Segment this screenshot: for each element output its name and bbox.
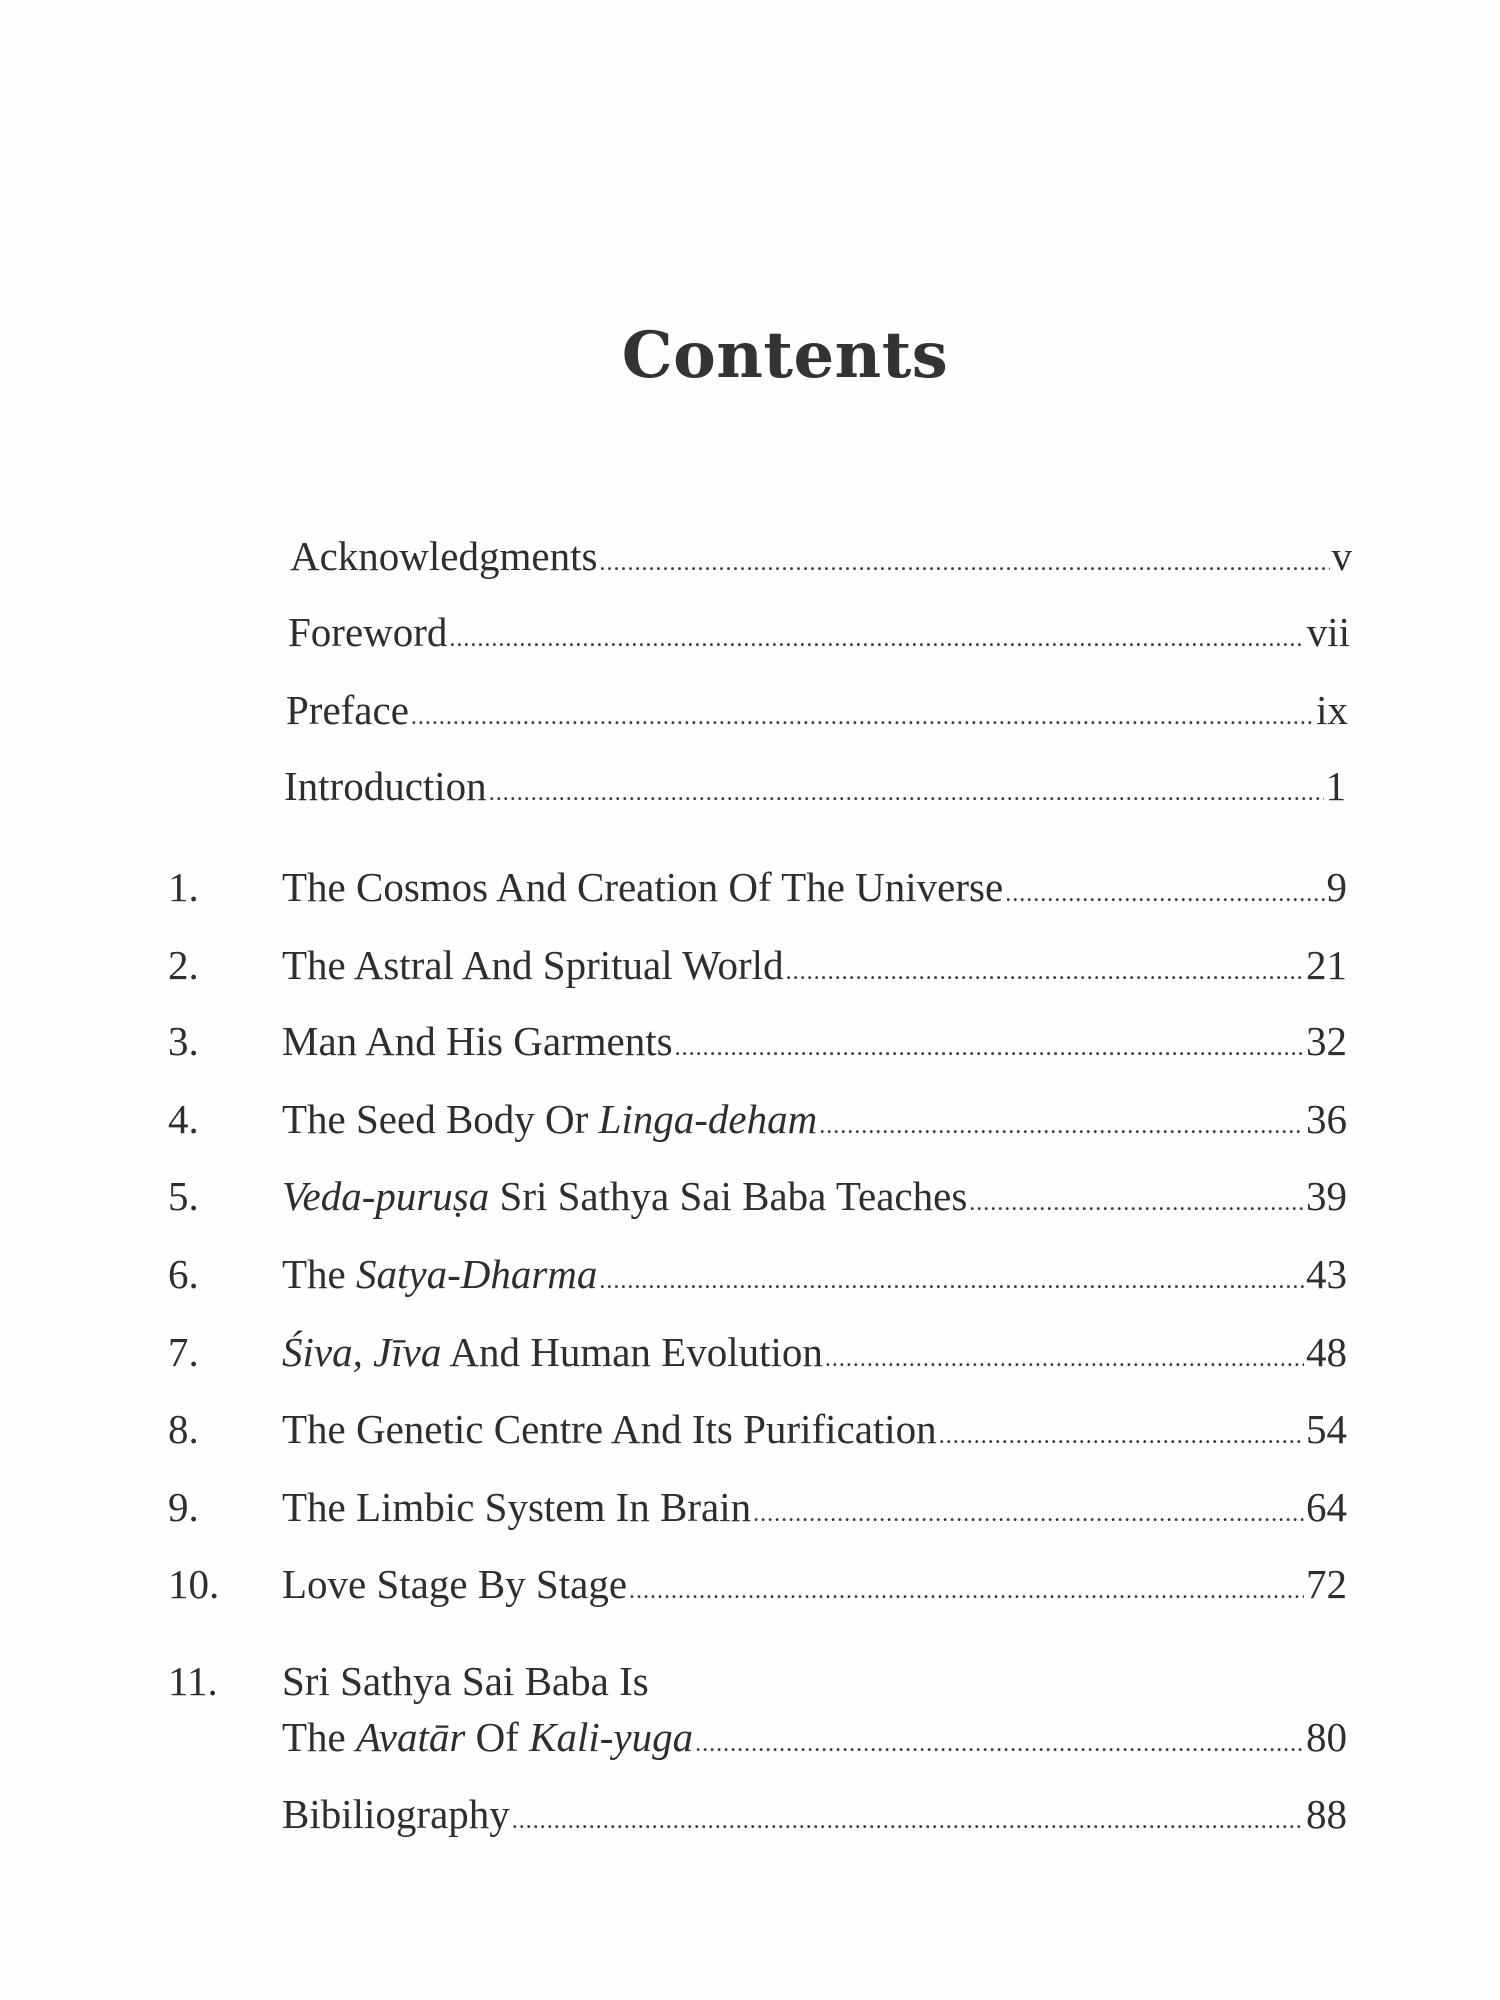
toc-page-number: 43	[1306, 1251, 1347, 1297]
italic-term: Veda-puruṣa	[282, 1173, 490, 1219]
toc-entry-line	[282, 1250, 1347, 1298]
leader-dots	[629, 1578, 1304, 1605]
leader-dots	[599, 550, 1329, 577]
leader-dots	[449, 626, 1304, 653]
leader-dots	[599, 1268, 1304, 1295]
toc-entry-title: The Astral And Spritual World	[282, 942, 784, 988]
toc-entry-title: The Satya-Dharma	[282, 1251, 598, 1297]
leader-dots	[819, 1113, 1304, 1140]
toc-page-number: 9	[1326, 864, 1347, 910]
italic-term: Satya-Dharma	[356, 1251, 598, 1297]
toc-entry-title: Man And His Garments	[282, 1018, 673, 1064]
toc-entry-title-first-line: Sri Sathya Sai Baba Is	[282, 1658, 649, 1704]
chapter-number: 7.	[168, 1329, 199, 1375]
leader-dots	[969, 1190, 1304, 1217]
toc-entry-title: Bibiliography	[282, 1791, 510, 1837]
page-title: Contents	[621, 318, 949, 393]
toc-page-number: 48	[1306, 1329, 1347, 1375]
toc-entry-line	[282, 1172, 1347, 1220]
toc-page-number: 1	[1325, 763, 1346, 809]
toc-entry-line	[282, 1017, 1347, 1065]
leader-dots	[675, 1035, 1304, 1062]
chapter-number: 8.	[168, 1406, 199, 1452]
italic-term: Kali-yuga	[529, 1714, 694, 1760]
toc-entry-title: The Seed Body Or Linga-deham	[282, 1096, 818, 1142]
toc-page-number: 32	[1306, 1018, 1347, 1064]
toc-page-number: 80	[1306, 1714, 1347, 1760]
toc-entry-line	[282, 863, 1347, 911]
chapter-number: 6.	[168, 1251, 199, 1297]
toc-entry-title: The Genetic Centre And Its Purification	[282, 1406, 937, 1452]
toc-entry-title: The Avatār Of Kali-yuga	[282, 1714, 694, 1760]
toc-entry-line	[282, 1560, 1347, 1608]
chapter-number: 9.	[168, 1484, 199, 1530]
toc-page-number: 64	[1306, 1484, 1347, 1530]
chapter-number: 3.	[168, 1018, 199, 1064]
toc-entry-title: Love Stage By Stage	[282, 1561, 628, 1607]
toc-entry-line	[290, 532, 1352, 580]
leader-dots	[753, 1501, 1304, 1528]
toc-entry-line	[284, 762, 1346, 810]
toc-entry-title: Veda-puruṣa Sri Sathya Sai Baba Teaches	[282, 1173, 968, 1219]
toc-page-number: 54	[1306, 1406, 1347, 1452]
toc-entry-title: The Cosmos And Creation Of The Universe	[282, 864, 1004, 910]
leader-dots	[939, 1423, 1304, 1450]
chapter-number: 4.	[168, 1096, 199, 1142]
toc-page-number: v	[1331, 533, 1352, 579]
toc-entry-title: Śiva, Jīva And Human Evolution	[282, 1329, 823, 1375]
toc-entry-line	[282, 1483, 1347, 1531]
leader-dots	[786, 959, 1304, 986]
toc-entry-title: Introduction	[284, 763, 487, 809]
italic-term: Linga-deham	[598, 1096, 818, 1142]
chapter-number: 2.	[168, 942, 199, 988]
toc-entry-line	[282, 1328, 1347, 1376]
chapter-number: 5.	[168, 1173, 199, 1219]
leader-dots	[489, 780, 1324, 807]
toc-page-number: 88	[1306, 1791, 1347, 1837]
toc-entry-line	[288, 608, 1350, 656]
toc-page-number: 39	[1306, 1173, 1347, 1219]
leader-dots	[1005, 881, 1324, 908]
chapter-number: 1.	[168, 864, 199, 910]
toc-entry-line	[286, 686, 1348, 734]
chapter-number: 10.	[168, 1561, 220, 1607]
leader-dots	[695, 1731, 1304, 1758]
toc-page-number: vii	[1306, 609, 1350, 655]
toc-page-number: 36	[1306, 1096, 1347, 1142]
italic-term: Avatār	[356, 1714, 466, 1760]
italic-term: Śiva, Jīva	[282, 1329, 442, 1375]
toc-entry-title: Acknowledgments	[290, 533, 598, 579]
toc-entry-title: The Limbic System In Brain	[282, 1484, 752, 1530]
toc-entry-title: Preface	[286, 687, 409, 733]
toc-page-number: ix	[1316, 687, 1348, 733]
leader-dots	[825, 1346, 1304, 1373]
toc-page-number: 72	[1306, 1561, 1347, 1607]
leader-dots	[411, 704, 1314, 731]
toc-page-number: 21	[1306, 942, 1347, 988]
toc-entry-line	[282, 1095, 1347, 1143]
toc-entry-line	[282, 1790, 1347, 1838]
toc-entry-line	[282, 1713, 1347, 1761]
toc-entry-line	[282, 1405, 1347, 1453]
chapter-number: 11.	[168, 1658, 218, 1704]
leader-dots	[512, 1808, 1304, 1835]
toc-entry-title: Foreword	[288, 609, 448, 655]
toc-entry-line	[282, 941, 1347, 989]
